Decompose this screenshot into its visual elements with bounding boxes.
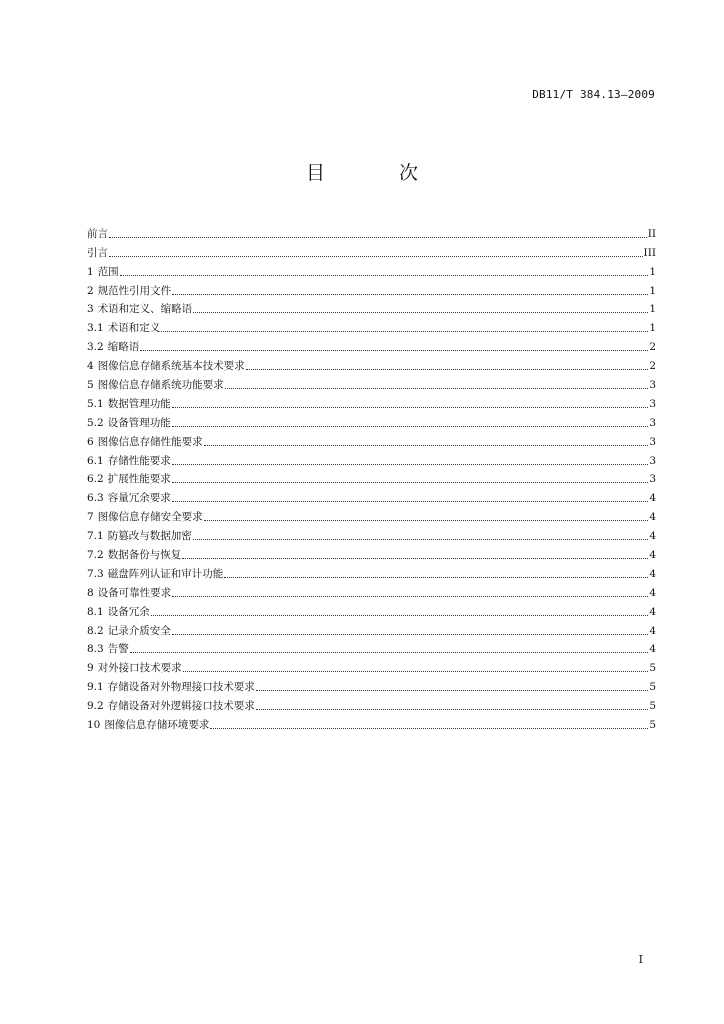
toc-entry-title: 设备管理功能 [107,416,171,429]
toc-entry-number: 2 [87,284,94,297]
toc-entry[interactable] [87,392,656,411]
toc-entry-number: 3.1 [87,322,104,335]
toc-entry[interactable] [87,279,656,298]
toc-entry-number: 8.3 [87,643,104,656]
toc-entry-number: 6.1 [87,454,104,467]
toc-entry-page: 4 [649,549,656,562]
toc-leader-dots [193,312,648,313]
toc-entry[interactable] [87,298,656,317]
toc-leader-dots [161,331,648,332]
toc-entry-page: 3 [649,454,656,467]
toc-leader-dots [130,652,649,653]
toc-leader-dots [256,690,649,691]
toc-entry-title: 防篡改与数据加密 [107,530,192,543]
table-of-contents [87,222,656,732]
toc-leader-dots [151,615,649,616]
toc-entry-page: 3 [649,435,656,448]
toc-entry-title: 数据管理功能 [107,397,171,410]
toc-entry-page: 4 [649,586,656,599]
toc-entry-title: 术语和定义、缩略语 [97,303,193,316]
toc-leader-dots [256,709,649,710]
toc-entry-number: 6.3 [87,492,104,505]
toc-entry-page: 5 [649,662,656,675]
toc-entry-title: 图像信息存储系统基本技术要求 [97,360,245,373]
toc-entry-number: 5.2 [87,416,104,429]
toc-leader-dots [225,388,649,389]
toc-entry[interactable] [87,600,656,619]
toc-entry-title: 数据备份与恢复 [107,549,182,562]
toc-entry-page: 2 [649,341,656,354]
toc-entry[interactable] [87,562,656,581]
toc-leader-dots [120,275,649,276]
toc-entry-title: 图像信息存储安全要求 [97,511,203,524]
toc-entry-page: III [643,246,656,259]
toc-leader-dots [172,501,649,502]
toc-entry-page: 3 [649,397,656,410]
toc-entry-number: 3 [87,303,94,316]
toc-leader-dots [172,464,649,465]
toc-leader-dots [140,350,648,351]
toc-entry-title: 术语和定义 [107,322,161,335]
toc-entry-number: 3.2 [87,341,104,354]
toc-entry-number: 9.2 [87,700,104,713]
toc-entry-page: 4 [649,605,656,618]
toc-entry-title: 存储性能要求 [107,454,171,467]
toc-entry-title: 存储设备对外物理接口技术要求 [107,681,255,694]
toc-entry[interactable] [87,335,656,354]
toc-entry[interactable] [87,713,656,732]
toc-entry[interactable] [87,411,656,430]
toc-entry[interactable] [87,373,656,392]
toc-entry-title: 告警 [107,643,129,656]
toc-entry-title: 引言 [87,246,108,259]
toc-entry-number: 6.2 [87,473,104,486]
toc-entry-page: 1 [649,284,656,297]
toc-entry-page: 4 [649,567,656,580]
toc-entry-number: 8 [87,586,94,599]
toc-entry-page: 4 [649,624,656,637]
toc-entry-page: 2 [649,360,656,373]
toc-entry[interactable] [87,694,656,713]
toc-entry[interactable] [87,638,656,657]
toc-entry-title: 图像信息存储环境要求 [104,719,210,732]
toc-entry-page: 3 [649,416,656,429]
toc-entry[interactable] [87,524,656,543]
toc-entry-number: 9 [87,662,94,675]
toc-entry-page: 1 [649,322,656,335]
toc-entry-title: 存储设备对外逻辑接口技术要求 [107,700,255,713]
toc-entry-page: 4 [649,492,656,505]
toc-leader-dots [172,596,648,597]
toc-entry-page: 5 [649,719,656,732]
toc-entry-page: 4 [649,530,656,543]
toc-entry[interactable] [87,675,656,694]
toc-entry[interactable] [87,260,656,279]
toc-entry[interactable] [87,619,656,638]
toc-leader-dots [210,728,648,729]
toc-title: 目 次 [305,162,453,184]
toc-leader-dots [246,369,649,370]
toc-entry-title: 容量冗余要求 [107,492,171,505]
toc-entry-page: 3 [649,379,656,392]
toc-entry-number: 8.1 [87,605,104,618]
toc-entry-title: 设备冗余 [107,605,150,618]
toc-entry[interactable] [87,656,656,675]
toc-entry-number: 4 [87,360,94,373]
toc-entry[interactable] [87,241,656,260]
toc-entry-title: 规范性引用文件 [97,284,172,297]
toc-leader-dots [172,426,649,427]
toc-entry-number: 5.1 [87,397,104,410]
toc-entry-title: 记录介质安全 [107,624,171,637]
toc-leader-dots [109,256,643,257]
toc-entry-number: 8.2 [87,624,104,637]
toc-leader-dots [182,558,648,559]
toc-entry[interactable] [87,486,656,505]
toc-leader-dots [172,634,649,635]
toc-entry[interactable] [87,468,656,487]
toc-entry[interactable] [87,581,656,600]
toc-leader-dots [172,294,648,295]
toc-entry-page: 4 [649,511,656,524]
toc-leader-dots [204,520,649,521]
toc-entry-title: 扩展性能要求 [107,473,171,486]
toc-entry-number: 1 [87,265,94,278]
toc-entry[interactable] [87,449,656,468]
toc-entry-number: 6 [87,435,94,448]
toc-entry-page: 4 [649,643,656,656]
toc-entry-number: 9.1 [87,681,104,694]
toc-entry-page: 1 [649,265,656,278]
toc-leader-dots [224,577,648,578]
toc-leader-dots [183,671,649,672]
toc-entry-title: 磁盘阵列认证和审计功能 [107,567,224,580]
toc-entry-number: 10 [87,719,101,732]
toc-entry-number: 7.3 [87,567,104,580]
toc-entry-page: 5 [649,681,656,694]
toc-entry-title: 对外接口技术要求 [97,662,182,675]
toc-leader-dots [172,407,649,408]
toc-entry-title: 前言 [87,227,108,240]
toc-leader-dots [204,445,649,446]
toc-entry-title: 图像信息存储系统功能要求 [97,379,224,392]
toc-entry-number: 7.1 [87,530,104,543]
toc-entry-title: 缩略语 [107,341,140,354]
toc-entry-title: 范围 [97,265,119,278]
document-code: DB11/T 384.13—2009 [532,88,655,101]
toc-entry-page: 3 [649,473,656,486]
toc-entry-title: 图像信息存储性能要求 [97,435,203,448]
toc-entry[interactable] [87,505,656,524]
toc-entry-number: 5 [87,379,94,392]
toc-entry[interactable] [87,222,656,241]
page-number: I [638,953,643,966]
toc-entry-number: 7.2 [87,549,104,562]
toc-entry-page: 1 [649,303,656,316]
toc-leader-dots [109,237,647,238]
toc-leader-dots [193,539,649,540]
toc-entry[interactable] [87,543,656,562]
toc-leader-dots [172,482,649,483]
toc-entry[interactable] [87,354,656,373]
toc-entry-title: 设备可靠性要求 [97,586,172,599]
toc-entry-page: 5 [649,700,656,713]
toc-entry-page: II [647,227,656,240]
toc-entry[interactable] [87,430,656,449]
toc-entry[interactable] [87,316,656,335]
toc-entry-number: 7 [87,511,94,524]
